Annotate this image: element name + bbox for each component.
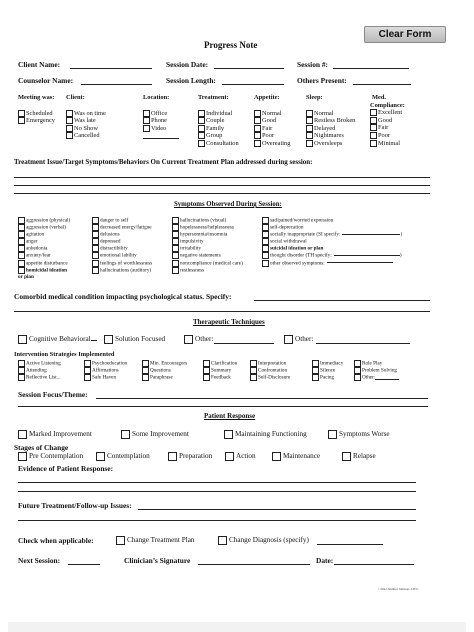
symptom-item[interactable]: feelings of worthlessness (92, 260, 152, 267)
session-focus-field[interactable] (96, 398, 428, 399)
checkbox-icon[interactable] (203, 367, 210, 374)
checkbox-consultation[interactable]: Consultation (198, 140, 239, 148)
symptoms-col-2 (92, 217, 152, 274)
others-present-label: Others Present: (297, 76, 347, 85)
checkbox-delayed[interactable]: Delayed (306, 125, 355, 133)
intervention-checkbox[interactable] (312, 374, 334, 381)
diagnosis-field[interactable] (317, 544, 383, 545)
checkbox-maintaining[interactable]: Maintaining Functioning (224, 430, 307, 439)
checkbox-icon[interactable] (84, 374, 91, 381)
symptom-item[interactable]: hopelessness/helplessness (172, 224, 243, 231)
intervention-label: Active Listening (26, 360, 61, 367)
symptom-item[interactable]: aggression (verbal) (18, 224, 70, 231)
symptoms-col-4 (262, 217, 402, 267)
intervention-label: Reflective List... (26, 374, 61, 381)
comorbid-field[interactable] (254, 300, 430, 301)
intervention-label: Clarification (211, 360, 238, 367)
checkbox-icon[interactable] (250, 374, 257, 381)
symptom-item[interactable]: restlessness (172, 267, 243, 274)
treatment-issue-line-2[interactable] (14, 185, 430, 186)
checkbox-icon[interactable] (18, 374, 25, 381)
intervention-label: Paraphrase (150, 374, 173, 381)
checkbox-icon[interactable] (18, 360, 25, 367)
checkbox-restless[interactable]: Restless Broken (306, 117, 355, 125)
session-number-field[interactable] (333, 68, 409, 69)
checkbox-icon[interactable] (354, 360, 361, 367)
checkbox-other-2[interactable]: Other: (284, 335, 313, 344)
checkbox-icon[interactable] (203, 360, 210, 367)
checkbox-med-fair[interactable]: Fair (370, 124, 405, 132)
intervention-label: Problem Solving (362, 367, 398, 374)
checkbox-icon[interactable] (84, 367, 91, 374)
checkbox-relapse[interactable]: Relapse (342, 452, 376, 461)
session-focus-line-2[interactable] (18, 406, 428, 407)
checkbox-icon[interactable] (312, 360, 319, 367)
date-label: Date: (316, 556, 334, 565)
checkbox-cbt[interactable]: Cognitive Behavioral (18, 335, 97, 344)
med-compliance-column (370, 94, 405, 147)
others-present-field[interactable] (353, 84, 411, 85)
symptoms-col-1 (18, 217, 70, 280)
intervention-label: Interpretation (258, 360, 287, 367)
intervention-label: Silence (320, 367, 336, 374)
intervention-label: Attending (26, 367, 47, 374)
symptom-item[interactable]: homicidal ideation (18, 267, 70, 274)
checkbox-individual[interactable]: Individual (198, 110, 239, 118)
checkbox-icon[interactable] (203, 374, 210, 381)
symptom-item[interactable]: thought disorder (TH specify: ) (262, 252, 402, 259)
symptom-item[interactable]: impulsivity (172, 238, 243, 245)
checkbox-symptoms-worse[interactable]: Symptoms Worse (328, 430, 390, 439)
symptom-item[interactable]: emotional lability (92, 252, 152, 259)
symptom-item[interactable]: social withdrawal (262, 238, 402, 245)
client-column (66, 94, 106, 140)
checkbox-preparation[interactable]: Preparation (168, 452, 212, 461)
symptom-item[interactable]: aggression (physical) (18, 217, 70, 224)
compliance-heading: Compliance: (370, 101, 405, 109)
symptom-item[interactable]: socially inappropriate (SI specify: ) (262, 231, 402, 238)
symptom-item[interactable]: noncompliance (medical care) (172, 260, 243, 267)
intervention-checkbox[interactable] (84, 374, 116, 381)
checkbox-late[interactable]: Was late (66, 117, 106, 125)
checkbox-action[interactable]: Action (225, 452, 256, 461)
comorbid-line-2[interactable] (14, 311, 430, 312)
checkbox-icon[interactable] (142, 360, 149, 367)
checkbox-solution-focused[interactable]: Solution Focused (104, 335, 165, 344)
checkbox-contemplation[interactable]: Contemplation (96, 452, 150, 461)
intervention-checkbox[interactable] (142, 374, 173, 381)
client-heading: Client: (66, 94, 85, 101)
symptom-item[interactable]: anxiety/fear (18, 252, 70, 259)
date-field[interactable] (334, 564, 414, 565)
session-date-field[interactable] (214, 68, 284, 69)
checkbox-other-1[interactable]: Other: (184, 335, 213, 344)
counselor-name-label: Counselor Name: (18, 76, 74, 85)
intervention-checkbox[interactable] (250, 374, 290, 381)
other-2-field[interactable] (316, 343, 410, 344)
symptoms-heading: Symptoms Observed During Session: (174, 201, 282, 208)
counselor-name-field[interactable] (81, 84, 152, 85)
checkbox-icon[interactable] (354, 374, 361, 381)
intervention-label: Summary (211, 367, 232, 374)
symptom-item[interactable]: delusions (92, 231, 152, 238)
future-line-2[interactable] (18, 520, 416, 521)
clinician-signature-label: Clinician’s Signature (124, 556, 191, 565)
med-heading: Med. (372, 94, 387, 101)
checkbox-icon[interactable] (142, 374, 149, 381)
session-focus-label: Session Focus/Theme: (18, 390, 88, 399)
intervention-label: Self-Disclosure (258, 374, 291, 381)
future-label: Future Treatment/Follow-up Issues: (18, 501, 132, 510)
intervention-checkbox[interactable] (203, 374, 231, 381)
checkbox-icon[interactable] (312, 367, 319, 374)
checkbox-cancelled[interactable]: Cancelled (66, 132, 106, 140)
checkbox-emergency[interactable]: Emergency (18, 117, 55, 125)
symptom-item[interactable]: appetite disturbance (18, 260, 70, 267)
other-1-field[interactable] (214, 343, 274, 344)
intervention-label: Questions (150, 367, 171, 374)
intervention-checkbox[interactable] (354, 374, 375, 381)
therapeutic-heading: Therapeutic Techniques (193, 318, 265, 326)
location-column (143, 94, 179, 139)
checkbox-excellent[interactable]: Excellent (370, 109, 405, 117)
intervention-label: Psychoeducation (92, 360, 128, 367)
intervention-other-field[interactable] (375, 379, 399, 380)
next-session-label: Next Session: (18, 556, 61, 565)
client-name-field[interactable] (70, 68, 152, 69)
checkbox-some-improvement[interactable]: Some Improvement (121, 430, 189, 439)
checkbox-sleep-normal[interactable]: Normal (306, 110, 355, 118)
session-number-label: Session #: (297, 60, 329, 69)
clear-form-button[interactable]: Clear Form (364, 26, 446, 43)
symptom-item[interactable]: irritability (172, 245, 243, 252)
intervention-heading: Intervention Strategies Implemented (14, 351, 115, 358)
client-name-label: Client Name: (18, 60, 61, 69)
symptoms-col-3 (172, 217, 243, 274)
sleep-column (306, 94, 355, 148)
appetite-heading: Appetite: (254, 94, 280, 101)
checkbox-appetite-fair[interactable]: Fair (254, 125, 290, 133)
checkbox-appetite-normal[interactable]: Normal (254, 110, 290, 118)
checkbox-office[interactable]: Office (143, 110, 179, 118)
evidence-line-2[interactable] (18, 491, 416, 492)
symptom-item[interactable]: depressed (92, 238, 152, 245)
checkbox-change-treatment-plan[interactable]: Change Treatment Plan (116, 536, 194, 545)
treatment-issue-line-1[interactable] (14, 177, 430, 178)
location-other-line[interactable] (143, 138, 179, 139)
symptom-item[interactable]: self-deprecation (262, 224, 402, 231)
symptom-item[interactable]: hallucinations (visual) (172, 217, 243, 224)
symptom-item[interactable]: decreased energy/fatigue (92, 224, 152, 231)
checkbox-icon[interactable] (354, 367, 361, 374)
checkbox-scheduled[interactable]: Scheduled (18, 110, 55, 118)
intervention-label: Feedback (211, 374, 231, 381)
checkbox-icon[interactable] (142, 367, 149, 374)
symptom-item-continued: or plan (18, 273, 34, 280)
appetite-column (254, 94, 290, 148)
intervention-label: Immediacy (320, 360, 344, 367)
intervention-label: Affirmations (92, 367, 119, 374)
checkbox-change-diagnosis[interactable]: Change Diagnosis (specify) (218, 536, 309, 545)
checkbox-oversleeps[interactable]: Oversleeps (306, 140, 355, 148)
checkbox-phone[interactable]: Phone (143, 117, 179, 125)
checkbox-appetite-good[interactable]: Good (254, 117, 290, 125)
evidence-label: Evidence of Patient Response: (18, 464, 114, 473)
intervention-label: Role Play (362, 360, 383, 367)
symptom-item[interactable]: other observed symptoms: (262, 260, 402, 267)
page-bottom-shadow (8, 622, 466, 632)
checkbox-icon[interactable] (250, 367, 257, 374)
checkbox-pre-contemplation[interactable]: Pre Contemplation (18, 452, 83, 461)
symptom-item[interactable]: sad/pained/worried expression (262, 217, 402, 224)
checkbox-nightmares[interactable]: Nightmares (306, 132, 355, 140)
intervention-label: Safe Haven (92, 374, 117, 381)
checkbox-minimal[interactable]: Minimal (370, 140, 405, 148)
checkbox-maintenance[interactable]: Maintenance (272, 452, 320, 461)
meeting-column (18, 94, 55, 125)
meeting-heading: Meeting was: (18, 94, 55, 101)
symptom-item[interactable]: negative statements (172, 252, 243, 259)
symptom-item[interactable]: hypersomnia/insomnia (172, 231, 243, 238)
location-heading: Location: (143, 94, 170, 101)
session-length-label: Session Length: (166, 76, 216, 85)
sleep-heading: Sleep: (306, 94, 323, 101)
checkbox-icon[interactable] (312, 374, 319, 381)
page-title: Progress Note (204, 40, 258, 50)
intervention-label: Other: (362, 374, 376, 381)
patient-response-heading: Patient Response (204, 412, 256, 420)
next-session-field[interactable] (68, 564, 100, 565)
future-field[interactable] (138, 509, 416, 510)
symptom-item[interactable]: anhedonia (18, 245, 70, 252)
checkbox-med-good[interactable]: Good (370, 117, 405, 125)
treatment-heading: Treatment: (198, 94, 229, 101)
checkbox-no-show[interactable]: No Show (66, 125, 106, 133)
symptom-item[interactable]: anger (18, 238, 70, 245)
session-length-field[interactable] (222, 84, 284, 85)
copyright: ©2022 Jennifer Johnson, LPCC (378, 587, 419, 591)
checkbox-video[interactable]: Video (143, 125, 179, 133)
evidence-line-1[interactable] (18, 482, 416, 483)
checkbox-icon[interactable] (250, 360, 257, 367)
checkbox-med-poor[interactable]: Poor (370, 132, 405, 140)
checkbox-overeating[interactable]: Overeating (254, 140, 290, 148)
intervention-checkbox[interactable] (18, 374, 61, 381)
checkbox-icon[interactable] (84, 360, 91, 367)
symptom-item[interactable]: distractibility (92, 245, 152, 252)
clinician-signature-field[interactable] (198, 564, 310, 565)
session-date-label: Session Date: (166, 60, 209, 69)
symptom-item[interactable]: suicidal ideation or plan (262, 245, 402, 252)
checkbox-marked-improvement[interactable]: Marked Improvement (18, 430, 92, 439)
check-applicable-label: Check when applicable: (18, 536, 94, 545)
symptom-item[interactable]: hallucinations (auditory) (92, 267, 152, 274)
symptom-item[interactable]: agitation (18, 231, 70, 238)
checkbox-appetite-poor[interactable]: Poor (254, 132, 290, 140)
intervention-label: Confrontation (258, 367, 288, 374)
treatment-column (198, 94, 239, 148)
checkbox-couple[interactable]: Couple (198, 117, 239, 125)
checkbox-on-time[interactable]: Was on time (66, 110, 106, 118)
checkbox-group[interactable]: Group (198, 132, 239, 140)
intervention-label: Pacing (320, 374, 335, 381)
symptom-item[interactable]: danger to self (92, 217, 152, 224)
treatment-issue-line-3[interactable] (14, 193, 430, 194)
comorbid-label: Comorbid medical condition impacting psychological status. Specify: (14, 292, 232, 301)
intervention-label: Min. Encouragers (150, 360, 188, 367)
stages-heading: Stages of Change (14, 443, 69, 452)
checkbox-family[interactable]: Family (198, 125, 239, 133)
checkbox-icon[interactable] (18, 367, 25, 374)
treatment-issue-label: Treatment Issue/Target Symptoms/Behaviors On Current Treatment Plan addressed during session: (14, 158, 313, 166)
